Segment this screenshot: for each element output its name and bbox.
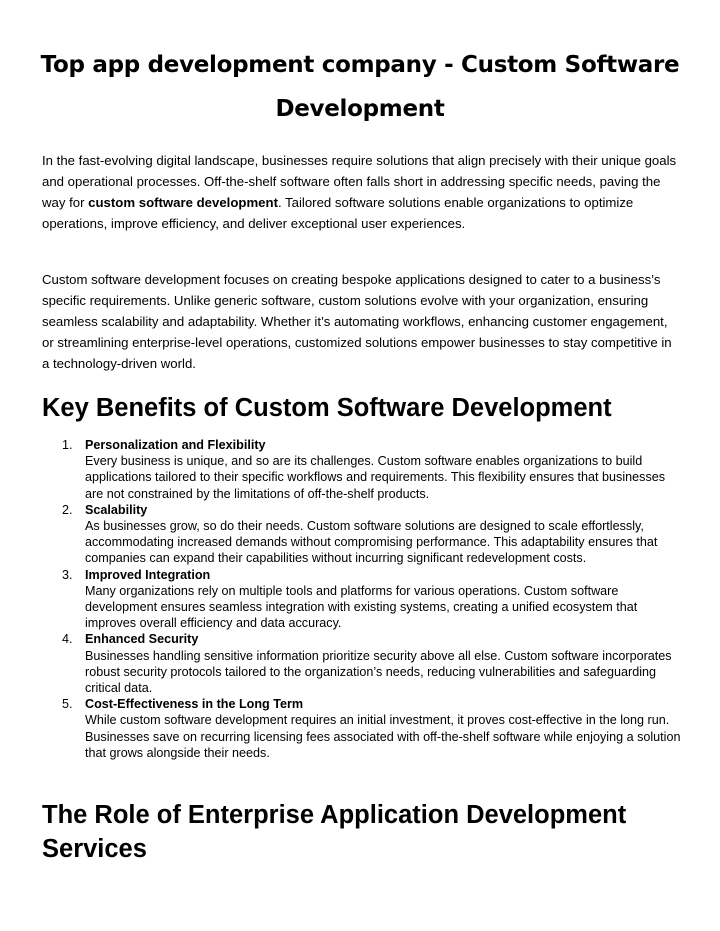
section-heading-enterprise-application: The Role of Enterprise Application Development Services (42, 801, 627, 863)
benefit-title: Scalability (85, 502, 148, 517)
benefit-title: Enhanced Security (85, 632, 199, 647)
document-title: Top app development company - Custom Software Development (40, 52, 680, 122)
benefit-number: 1. (62, 438, 73, 452)
benefit-title: Improved Integration (85, 567, 211, 582)
benefits-list (42, 437, 682, 761)
benefit-description: Businesses handling sensitive information prioritize security above all else. Custom software incorporates robust security protocols tailored to the organization’s needs, reducing vulnerabilities and safeguarding critical data. (85, 648, 672, 696)
intro-paragraph-1-text-start: In the fast-evolving digital landscape, businesses require solutions that align precisely with their unique goals and operational processes. Off-the-shelf software often falls short in addressing specific needs, paving the way for (42, 153, 677, 210)
benefit-title: Cost-Effectiveness in the Long Term (85, 697, 304, 712)
benefit-item-scalability (42, 502, 682, 567)
benefit-item-cost-effectiveness (42, 696, 682, 761)
intro-paragraph-1-text-end: . Tailored software solutions enable organizations to optimize operations, improve efficiency, and deliver exceptional user experiences. (42, 195, 634, 231)
section-heading-key-benefits: Key Benefits of Custom Software Development (42, 394, 612, 422)
benefit-item-integration (42, 567, 682, 632)
custom-software-development-bold-phrase: custom software development (88, 195, 278, 210)
benefit-title: Personalization and Flexibility (85, 438, 266, 452)
benefit-number: 5. (62, 697, 73, 712)
benefit-number: 2. (62, 502, 73, 517)
benefit-description: Many organizations rely on multiple tools and platforms for various operations. Custom software development ensures seamless integration with existing systems, creating a unified ecosystem that improves overall efficiency and data accuracy. (85, 583, 638, 631)
benefit-number: 3. (62, 567, 73, 582)
benefit-description: While custom software development requires an initial investment, it proves cost-effective in the long run. Businesses save on recurring licensing fees associated with off-the-shelf software while enjoying a solution that grows alongside their needs. (85, 713, 681, 760)
benefit-number: 4. (62, 632, 73, 647)
benefit-description: Every business is unique, and so are its challenges. Custom software enables organizations to build applications tailored to their specific workflows and requirements. This flexibility ensures that businesses are not constrained by the limitations of off-the-shelf products. (85, 454, 666, 501)
benefit-item-security (42, 631, 682, 696)
benefit-item-personalization (42, 437, 682, 502)
benefit-description: As businesses grow, so do their needs. Custom software solutions are designed to scale effortlessly, accommodating increased demands without compromising performance. This adaptability ensures that companies can expand their capabilities without incurring significant redevelopment costs. (85, 519, 658, 566)
intro-paragraph-2: Custom software development focuses on creating bespoke applications designed to cater to a business’s specific requirements. Unlike generic software, custom solutions evolve with your organization, ensuring seamless scalability and adaptability. Whether it’s automating workflows, enhancing customer engagement, or streamlining enterprise-level operations, customized solutions empower businesses to stay competitive in a technology-driven world. (42, 272, 672, 371)
intro-paragraph-1 (42, 150, 682, 234)
